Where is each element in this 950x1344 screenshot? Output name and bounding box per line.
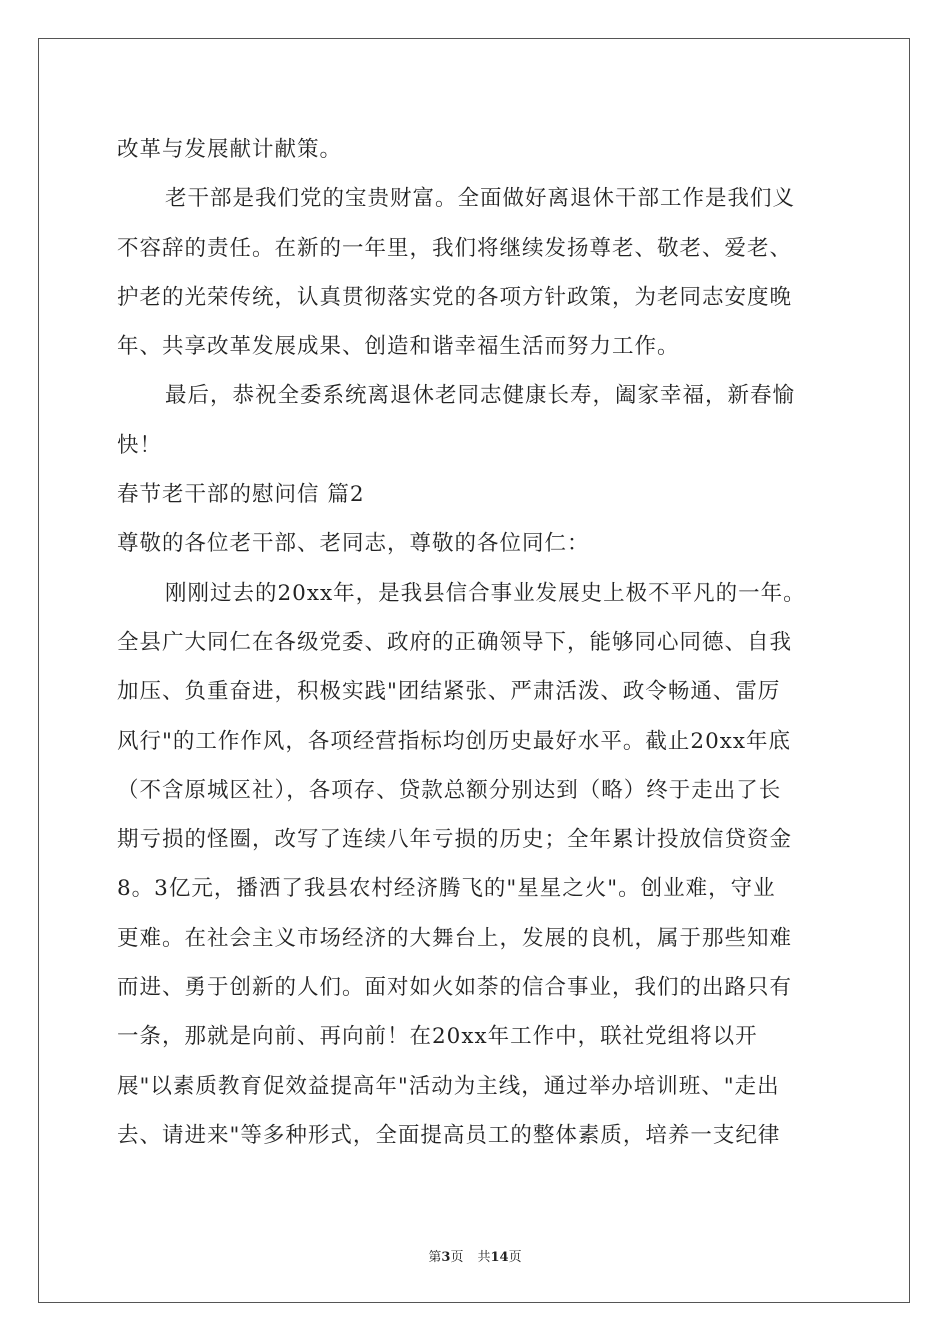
text-line: 最后，恭祝全委系统离退休老同志健康长寿，阖家幸福，新春愉 xyxy=(165,383,796,409)
text-line: 风行"的工作作风，各项经营指标均创历史最好水平。截止20xx年底 xyxy=(117,728,792,754)
text-line: 全县广大同仁在各级党委、政府的正确领导下，能够同心同德、自我 xyxy=(117,629,793,655)
page-current: 3 xyxy=(441,1250,451,1265)
page-suffix: 页 xyxy=(450,1250,464,1265)
page-prefix: 第 xyxy=(428,1250,442,1265)
section-heading: 春节老干部的慰问信 篇2 xyxy=(117,482,365,508)
text-line: 改革与发展献计献策。 xyxy=(117,137,343,162)
text-line: 去、请进来"等多种形式，全面提高员工的整体素质，培养一支纪律 xyxy=(117,1122,781,1148)
text-line: 刚刚过去的20xx年，是我县信合事业发展史上极不平凡的一年。 xyxy=(165,580,806,606)
total-suffix: 页 xyxy=(508,1250,522,1265)
text-line: 护老的光荣传统，认真贯彻落实党的各项方针政策，为老同志安度晚 xyxy=(117,284,793,310)
text-line: 快！ xyxy=(117,432,163,458)
text-line: 更难。在社会主义市场经济的大舞台上，发展的良机，属于那些知难 xyxy=(117,925,793,951)
document-body xyxy=(117,125,835,1160)
text-line: 展"以素质教育促效益提高年"活动为主线，通过举办培训班、"走出 xyxy=(117,1073,780,1099)
text-line: 而进、勇于创新的人们。面对如火如荼的信合事业，我们的出路只有 xyxy=(117,975,793,1001)
text-line: （不含原城区社），各项存、贷款总额分别达到（略）终于走出了长 xyxy=(117,777,782,803)
page-footer xyxy=(0,1248,950,1268)
total-prefix: 共 xyxy=(477,1250,491,1265)
text-line: 8。3亿元，播洒了我县农村经济腾飞的"星星之火"。创业难，守业 xyxy=(117,876,776,902)
text-line: 加压、负重奋进，积极实践"团结紧张、严肃活泼、政令畅通、雷厉 xyxy=(117,679,781,705)
text-line: 不容辞的责任。在新的一年里，我们将继续发扬尊老、敬老、爱老、 xyxy=(117,235,793,261)
text-line: 年、共享改革发展成果、创造和谐幸福生活而努力工作。 xyxy=(117,334,680,360)
salutation: 尊敬的各位老干部、老同志，尊敬的各位同仁： xyxy=(117,531,590,557)
page-total: 14 xyxy=(490,1250,509,1265)
text-line: 一条，那就是向前、再向前！在20xx年工作中，联社党组将以开 xyxy=(117,1024,758,1050)
text-line: 老干部是我们党的宝贵财富。全面做好离退休干部工作是我们义 xyxy=(165,186,796,212)
text-line: 期亏损的怪圈，改写了连续八年亏损的历史；全年累计投放信贷资金 xyxy=(117,827,793,853)
